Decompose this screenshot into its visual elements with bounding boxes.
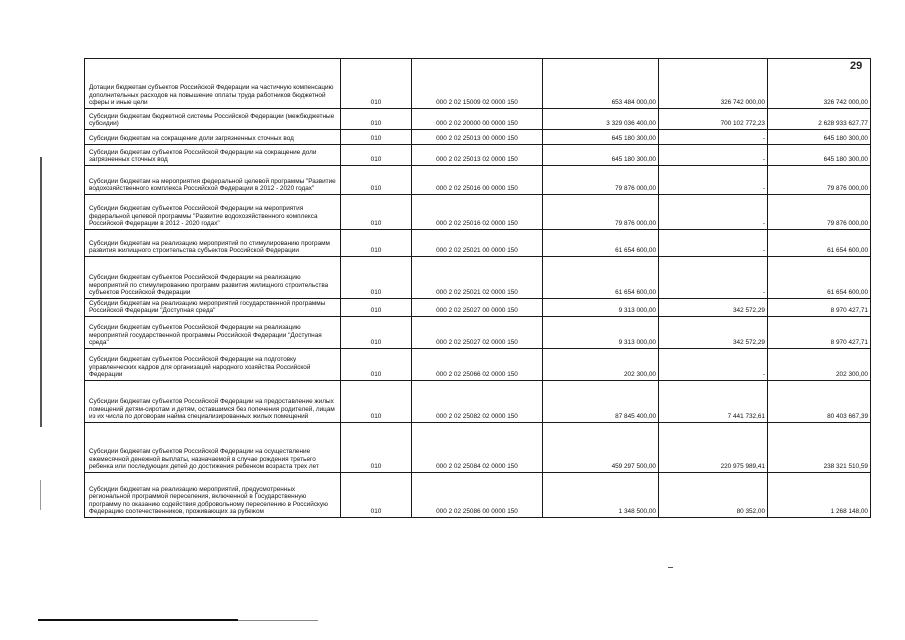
row-approved-amount: 61 654 600,00 [543, 257, 659, 299]
row-budget-code: 000 2 02 25013 02 0000 150 [412, 145, 543, 166]
row-executed-amount: - [659, 257, 768, 299]
row-line-code: 010 [341, 349, 412, 381]
row-approved-amount: 3 329 036 400,00 [543, 109, 659, 130]
footer-rule-extension [238, 620, 318, 621]
page-number: 29 [850, 60, 863, 72]
row-approved-amount: 645 180 300,00 [543, 145, 659, 166]
row-executed-amount: 342 572,29 [659, 299, 768, 317]
row-budget-code: 000 2 02 20000 00 0000 150 [412, 109, 543, 130]
row-budget-code: 000 2 02 25016 02 0000 150 [412, 195, 543, 230]
row-name: Субсидии бюджетам на мероприятия федеральной целевой программы "Развитие водохозяйственного комплекса Российской Федерации в 2012 - 2020 годах" [85, 166, 341, 195]
table-row [85, 166, 871, 195]
row-name: Субсидии бюджетам на реализацию мероприятий, предусмотренных региональной программой переселения, включенной в Государственную программу по оказанию содействия добровольному переселению в Российскую Федерацию соотечественников, проживающих за рубежом [85, 473, 341, 518]
row-approved-amount: 61 654 600,00 [543, 230, 659, 257]
table-row [85, 145, 871, 166]
row-line-code: 010 [341, 299, 412, 317]
row-line-code: 010 [341, 166, 412, 195]
row-approved-amount: 645 180 300,00 [543, 130, 659, 145]
stray-mark [668, 567, 673, 568]
row-unexecuted-amount: 61 654 600,00 [768, 230, 871, 257]
row-line-code: 010 [341, 473, 412, 518]
table-row [85, 109, 871, 130]
margin-rule [40, 157, 42, 427]
row-approved-amount: 202 300,00 [543, 349, 659, 381]
row-name: Субсидии бюджетам на реализацию мероприятий государственной программы Российской Федерации "Доступная среда" [85, 299, 341, 317]
row-budget-code: 000 2 02 25027 00 0000 150 [412, 299, 543, 317]
row-unexecuted-amount: 79 876 000,00 [768, 195, 871, 230]
table-row [85, 195, 871, 230]
row-unexecuted-amount: 1 268 148,00 [768, 473, 871, 518]
row-executed-amount: 326 742 000,00 [659, 59, 768, 109]
row-approved-amount: 79 876 000,00 [543, 166, 659, 195]
row-unexecuted-amount: 79 876 000,00 [768, 166, 871, 195]
row-executed-amount: - [659, 230, 768, 257]
row-unexecuted-amount: 61 654 600,00 [768, 257, 871, 299]
row-executed-amount: - [659, 145, 768, 166]
row-unexecuted-amount: 2 628 933 627,77 [768, 109, 871, 130]
row-budget-code: 000 2 02 25086 00 0000 150 [412, 473, 543, 518]
row-budget-code: 000 2 02 25021 00 0000 150 [412, 230, 543, 257]
row-unexecuted-amount: 202 300,00 [768, 349, 871, 381]
table-row [85, 317, 871, 349]
table-row [85, 473, 871, 518]
row-line-code: 010 [341, 317, 412, 349]
row-approved-amount: 653 484 000,00 [543, 59, 659, 109]
row-executed-amount: - [659, 166, 768, 195]
row-line-code: 010 [341, 381, 412, 423]
row-line-code: 010 [341, 257, 412, 299]
row-budget-code: 000 2 02 25021 02 0000 150 [412, 257, 543, 299]
row-line-code: 010 [341, 130, 412, 145]
row-budget-code: 000 2 02 25084 02 0000 150 [412, 423, 543, 473]
row-unexecuted-amount: 8 970 427,71 [768, 317, 871, 349]
table-row [85, 230, 871, 257]
row-unexecuted-amount: 80 403 667,39 [768, 381, 871, 423]
row-line-code: 010 [341, 59, 412, 109]
footer-rule [38, 619, 238, 621]
row-approved-amount: 1 348 500,00 [543, 473, 659, 518]
row-executed-amount: 80 352,00 [659, 473, 768, 518]
row-line-code: 010 [341, 145, 412, 166]
row-name: Субсидии бюджетам бюджетной системы Российской Федерации (межбюджетные субсидии) [85, 109, 341, 130]
row-unexecuted-amount: 326 742 000,00 [768, 59, 871, 109]
row-budget-code: 000 2 02 15009 02 0000 150 [412, 59, 543, 109]
table-row [85, 349, 871, 381]
row-approved-amount: 459 297 500,00 [543, 423, 659, 473]
row-unexecuted-amount: 645 180 300,00 [768, 145, 871, 166]
row-name: Субсидии бюджетам субъектов Российской Федерации на предоставление жилых помещений детям-сиротам и детям, оставшимся без попечения родителей, лицам из их числа по договорам найма специализированных жилых помещений [85, 381, 341, 423]
table-row [85, 299, 871, 317]
row-line-code: 010 [341, 109, 412, 130]
row-executed-amount: - [659, 130, 768, 145]
row-approved-amount: 9 313 000,00 [543, 317, 659, 349]
row-name: Субсидии бюджетам субъектов Российской Федерации на реализацию мероприятий государственной программы Российской Федерации "Доступная среда" [85, 317, 341, 349]
margin-mark [40, 480, 41, 510]
row-executed-amount: 342 572,29 [659, 317, 768, 349]
table-row [85, 130, 871, 145]
row-budget-code: 000 2 02 25066 02 0000 150 [412, 349, 543, 381]
row-unexecuted-amount: 238 321 510,59 [768, 423, 871, 473]
row-executed-amount: 7 441 732,61 [659, 381, 768, 423]
row-budget-code: 000 2 02 25082 02 0000 150 [412, 381, 543, 423]
table-row [85, 59, 871, 109]
table-row [85, 423, 871, 473]
income-report-table [84, 58, 871, 518]
row-name: Субсидии бюджетам субъектов Российской Федерации на реализацию мероприятий по стимулированию программ развития жилищного строительства субъектов Российской Федерации [85, 257, 341, 299]
row-approved-amount: 9 313 000,00 [543, 299, 659, 317]
row-line-code: 010 [341, 230, 412, 257]
row-line-code: 010 [341, 195, 412, 230]
row-name: Субсидии бюджетам субъектов Российской Федерации на сокращение доли загрязненных сточных вод [85, 145, 341, 166]
row-budget-code: 000 2 02 25013 00 0000 150 [412, 130, 543, 145]
row-unexecuted-amount: 645 180 300,00 [768, 130, 871, 145]
table-row [85, 381, 871, 423]
row-executed-amount: 700 102 772,23 [659, 109, 768, 130]
row-executed-amount: - [659, 349, 768, 381]
row-unexecuted-amount: 8 970 427,71 [768, 299, 871, 317]
row-name: Дотации бюджетам субъектов Российской Федерации на частичную компенсацию дополнительных расходов на повышение оплаты труда работников бюджетной сферы и иные цели [85, 59, 341, 109]
table-row [85, 257, 871, 299]
row-executed-amount: - [659, 195, 768, 230]
row-name: Субсидии бюджетам субъектов Российской Федерации на осуществление ежемесячной денежной выплаты, назначаемой в случае рождения третьего ребенка или последующих детей до достижения ребенком возраста трех лет [85, 423, 341, 473]
row-approved-amount: 79 876 000,00 [543, 195, 659, 230]
row-name: Субсидии бюджетам субъектов Российской Федерации на мероприятия федеральной целевой программы "Развитие водохозяйственного комплекса Российской Федерации в 2012 - 2020 годах" [85, 195, 341, 230]
row-executed-amount: 220 975 989,41 [659, 423, 768, 473]
row-approved-amount: 87 845 400,00 [543, 381, 659, 423]
row-name: Субсидии бюджетам на реализацию мероприятий по стимулированию программ развития жилищного строительства субъектов Российской Федерации [85, 230, 341, 257]
row-budget-code: 000 2 02 25027 02 0000 150 [412, 317, 543, 349]
row-name: Субсидии бюджетам на сокращение доли загрязненных сточных вод [85, 130, 341, 145]
row-budget-code: 000 2 02 25016 00 0000 150 [412, 166, 543, 195]
row-name: Субсидии бюджетам субъектов Российской Федерации на подготовку управленческих кадров для организаций народного хозяйства Российской Федерации [85, 349, 341, 381]
row-line-code: 010 [341, 423, 412, 473]
